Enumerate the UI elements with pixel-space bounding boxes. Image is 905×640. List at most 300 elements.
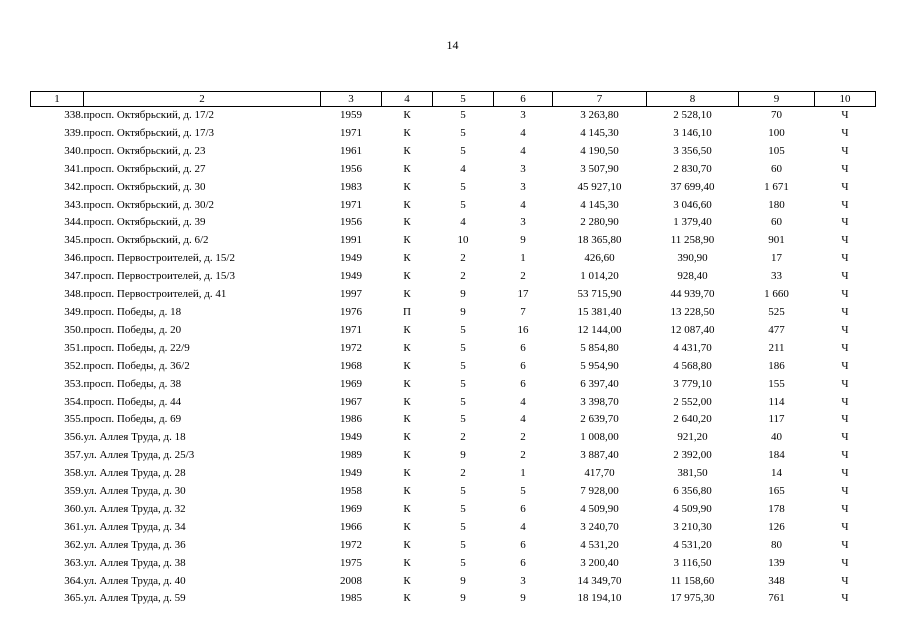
column-header-4: 4 (382, 92, 433, 107)
table-cell-col-5: 5 (460, 538, 466, 551)
table-cell-col-4: К (403, 538, 411, 551)
table-cell-col-1: 360. (64, 502, 84, 515)
table-cell-col-1: 343. (64, 198, 84, 211)
table-cell-col-2: просп. Октябрьский, д. 30 (83, 180, 206, 193)
table-cell-col-10: Ч (841, 216, 849, 229)
table-cell-col-7: 4 509,90 (580, 502, 619, 515)
table-header-row (31, 92, 876, 107)
table-cell-col-7: 417,70 (584, 467, 615, 480)
table-cell-col-4: К (403, 270, 411, 283)
table-cell-col-9: 211 (768, 341, 785, 354)
table-cell-col-8: 4 431,70 (673, 341, 712, 354)
table-row (31, 537, 876, 555)
table-cell-col-2: ул. Аллея Труда, д. 18 (83, 431, 186, 444)
table-cell-col-7: 7 928,00 (580, 485, 619, 498)
table-row (31, 304, 876, 322)
table-cell-col-10: Ч (841, 359, 849, 372)
table-cell-col-5: 9 (460, 305, 466, 318)
table-cell-col-4: К (403, 467, 411, 480)
table-cell-col-4: П (403, 305, 411, 318)
table-cell-col-6: 6 (520, 538, 526, 551)
table-cell-col-5: 2 (460, 270, 466, 283)
table-cell-col-10: Ч (841, 234, 849, 247)
table-cell-col-8: 6 356,80 (673, 485, 712, 498)
table-cell-col-1: 340. (64, 144, 84, 157)
table-cell-col-6: 2 (520, 449, 526, 462)
table-cell-col-2: просп. Первостроителей, д. 41 (83, 288, 227, 301)
table-cell-col-8: 2 392,00 (673, 449, 712, 462)
table-cell-col-6: 6 (520, 556, 526, 569)
table-row (31, 447, 876, 465)
table-cell-col-1: 350. (64, 323, 84, 336)
table-cell-col-10: Ч (841, 180, 849, 193)
table-cell-col-8: 2 640,20 (673, 413, 712, 426)
table-cell-col-1: 345. (64, 234, 84, 247)
table-cell-col-9: 761 (768, 592, 785, 605)
table-cell-col-8: 3 146,10 (673, 126, 712, 139)
table-cell-col-8: 2 830,70 (673, 162, 712, 175)
table-cell-col-4: К (403, 252, 411, 265)
table-cell-col-6: 2 (520, 270, 526, 283)
table-cell-col-6: 9 (520, 592, 526, 605)
table-cell-col-7: 2 639,70 (580, 413, 619, 426)
table-cell-col-10: Ч (841, 467, 849, 480)
table-cell-col-8: 381,50 (677, 467, 708, 480)
table-cell-col-4: К (403, 502, 411, 515)
table-cell-col-10: Ч (841, 270, 849, 283)
table-cell-col-10: Ч (841, 109, 849, 121)
table-cell-col-10: Ч (841, 288, 849, 301)
table-cell-col-8: 921,20 (677, 431, 708, 444)
table-cell-col-9: 1 660 (764, 288, 789, 301)
table-cell-col-3: 1983 (340, 180, 362, 193)
table-cell-col-3: 1971 (340, 323, 362, 336)
table-cell-col-8: 17 975,30 (670, 592, 715, 605)
table-cell-col-10: Ч (841, 162, 849, 175)
table-cell-col-5: 2 (460, 252, 466, 265)
table-cell-col-4: К (403, 377, 411, 390)
table-cell-col-2: просп. Победы, д. 36/2 (83, 359, 190, 372)
table-cell-col-5: 5 (460, 413, 466, 426)
table-cell-col-9: 126 (768, 520, 785, 533)
table-cell-col-1: 344. (64, 216, 84, 229)
table-cell-col-2: ул. Аллея Труда, д. 25/3 (83, 449, 195, 462)
table-cell-col-7: 5 854,80 (580, 341, 619, 354)
table-cell-col-6: 3 (520, 162, 526, 175)
table-cell-col-5: 10 (457, 234, 469, 247)
table-cell-col-10: Ч (841, 377, 849, 390)
table-cell-col-5: 5 (460, 109, 466, 121)
table-cell-col-10: Ч (841, 538, 849, 551)
table-cell-col-7: 53 715,90 (577, 288, 622, 301)
table-cell-col-6: 4 (520, 520, 526, 533)
table-row (31, 358, 876, 376)
table-cell-col-4: К (403, 413, 411, 426)
table-cell-col-1: 341. (64, 162, 84, 175)
table-cell-col-2: ул. Аллея Труда, д. 36 (83, 538, 186, 551)
table-row (31, 465, 876, 483)
table-cell-col-3: 1997 (340, 288, 362, 301)
table-cell-col-8: 928,40 (677, 270, 708, 283)
table-cell-col-7: 3 398,70 (580, 395, 619, 408)
table-cell-col-8: 3 046,60 (673, 198, 712, 211)
table-cell-col-7: 4 145,30 (580, 126, 619, 139)
table-cell-col-10: Ч (841, 449, 849, 462)
table-cell-col-7: 45 927,10 (577, 180, 622, 193)
table-cell-col-6: 4 (520, 144, 526, 157)
column-header-5: 5 (433, 92, 494, 107)
table-cell-col-5: 5 (460, 323, 466, 336)
table-cell-col-8: 11 158,60 (670, 574, 715, 587)
table-cell-col-5: 5 (460, 502, 466, 515)
table-cell-col-2: просп. Победы, д. 22/9 (83, 341, 190, 354)
table-row (31, 429, 876, 447)
table-cell-col-4: К (403, 144, 411, 157)
table-cell-col-9: 525 (768, 305, 785, 318)
table-cell-col-8: 390,90 (677, 252, 708, 265)
table-row (31, 286, 876, 304)
table-cell-col-2: просп. Октябрьский, д. 27 (83, 162, 206, 175)
table-cell-col-6: 3 (520, 574, 526, 587)
table-cell-col-7: 6 397,40 (580, 377, 619, 390)
table-cell-col-1: 346. (64, 252, 84, 265)
table-cell-col-2: ул. Аллея Труда, д. 30 (83, 485, 186, 498)
table-cell-col-4: К (403, 341, 411, 354)
table-cell-col-2: просп. Октябрьский, д. 17/2 (83, 109, 215, 121)
table-cell-col-9: 33 (771, 270, 782, 283)
table-cell-col-1: 356. (64, 431, 84, 444)
table-row (31, 573, 876, 591)
table-cell-col-8: 37 699,40 (670, 180, 715, 193)
table-cell-col-2: просп. Октябрьский, д. 30/2 (83, 198, 215, 211)
table-cell-col-6: 4 (520, 395, 526, 408)
table-cell-col-1: 357. (64, 449, 84, 462)
column-header-3: 3 (321, 92, 382, 107)
table-cell-col-3: 1968 (340, 359, 362, 372)
table-cell-col-7: 4 531,20 (580, 538, 619, 551)
table-cell-col-1: 339. (64, 126, 84, 139)
table-cell-col-3: 1956 (340, 162, 362, 175)
table-cell-col-3: 1958 (340, 485, 362, 498)
table-cell-col-4: К (403, 126, 411, 139)
table-cell-col-3: 1949 (340, 252, 362, 265)
table-cell-col-7: 3 200,40 (580, 556, 619, 569)
table-cell-col-10: Ч (841, 144, 849, 157)
table-cell-col-3: 1972 (340, 341, 362, 354)
table-cell-col-8: 13 228,50 (670, 305, 715, 318)
table-cell-col-1: 353. (64, 377, 84, 390)
table-cell-col-4: К (403, 234, 411, 247)
table-cell-col-3: 1969 (340, 377, 362, 390)
table-cell-col-9: 100 (768, 126, 785, 139)
table-row (31, 179, 876, 197)
table-row (31, 519, 876, 537)
table-cell-col-1: 362. (64, 538, 84, 551)
page-number: 14 (446, 38, 459, 52)
table-cell-col-3: 1971 (340, 198, 362, 211)
table-cell-col-1: 365. (64, 592, 84, 605)
table-row (31, 411, 876, 429)
table-cell-col-6: 6 (520, 359, 526, 372)
table-cell-col-4: К (403, 180, 411, 193)
table-row (31, 161, 876, 179)
table-cell-col-9: 60 (771, 162, 782, 175)
table-cell-col-7: 18 194,10 (577, 592, 622, 605)
table-cell-col-10: Ч (841, 592, 849, 605)
table-cell-col-2: просп. Октябрьский, д. 39 (83, 216, 206, 229)
table-cell-col-10: Ч (841, 341, 849, 354)
table-cell-col-6: 17 (517, 288, 529, 301)
table-cell-col-3: 1985 (340, 592, 362, 605)
table-cell-col-7: 5 954,90 (580, 359, 619, 372)
table-cell-col-3: 1969 (340, 502, 362, 515)
table-cell-col-9: 17 (771, 252, 782, 265)
table-cell-col-9: 40 (771, 431, 782, 444)
table-cell-col-6: 5 (520, 485, 526, 498)
table-cell-col-9: 184 (768, 449, 785, 462)
table-cell-col-1: 354. (64, 395, 84, 408)
table-cell-col-6: 6 (520, 502, 526, 515)
table-row (31, 125, 876, 143)
housing-registry-table (30, 91, 876, 608)
table-cell-col-1: 355. (64, 413, 84, 426)
table-cell-col-3: 1989 (340, 449, 362, 462)
table-cell-col-3: 1976 (340, 305, 362, 318)
table-cell-col-9: 348 (768, 574, 785, 587)
table-cell-col-4: К (403, 162, 411, 175)
table-cell-col-7: 426,60 (584, 252, 615, 265)
table-cell-col-4: К (403, 520, 411, 533)
table-cell-col-7: 3 240,70 (580, 520, 619, 533)
table-cell-col-2: просп. Октябрьский, д. 17/3 (83, 126, 215, 139)
table-cell-col-6: 4 (520, 198, 526, 211)
table-cell-col-5: 5 (460, 556, 466, 569)
table-cell-col-7: 3 887,40 (580, 449, 619, 462)
table-cell-col-6: 16 (517, 323, 529, 336)
table-row (31, 268, 876, 286)
table-row (31, 501, 876, 519)
table-cell-col-6: 6 (520, 377, 526, 390)
table-cell-col-5: 9 (460, 592, 466, 605)
table-cell-col-6: 2 (520, 431, 526, 444)
table-cell-col-10: Ч (841, 305, 849, 318)
table-cell-col-1: 351. (64, 341, 84, 354)
table-cell-col-2: просп. Победы, д. 18 (83, 305, 182, 318)
table-cell-col-2: ул. Аллея Труда, д. 34 (83, 520, 186, 533)
table-cell-col-5: 5 (460, 520, 466, 533)
column-header-6: 6 (494, 92, 553, 107)
table-cell-col-6: 1 (520, 467, 526, 480)
table-cell-col-8: 4 531,20 (673, 538, 712, 551)
table-cell-col-8: 44 939,70 (670, 288, 715, 301)
table-cell-col-1: 352. (64, 359, 84, 372)
table-cell-col-10: Ч (841, 485, 849, 498)
table-body (31, 107, 876, 609)
table-cell-col-7: 3 263,80 (580, 109, 619, 121)
table-cell-col-8: 1 379,40 (673, 216, 712, 229)
table-cell-col-5: 4 (460, 162, 466, 175)
table-cell-col-8: 11 258,90 (670, 234, 715, 247)
table-cell-col-7: 14 349,70 (577, 574, 622, 587)
table-row (31, 394, 876, 412)
table-cell-col-10: Ч (841, 126, 849, 139)
table-cell-col-10: Ч (841, 574, 849, 587)
table-cell-col-1: 364. (64, 574, 84, 587)
table-cell-col-8: 4 568,80 (673, 359, 712, 372)
table-cell-col-5: 9 (460, 449, 466, 462)
column-header-9: 9 (739, 92, 815, 107)
table-cell-col-5: 5 (460, 485, 466, 498)
table-cell-col-9: 180 (768, 198, 785, 211)
table-cell-col-5: 2 (460, 467, 466, 480)
table-cell-col-9: 901 (768, 234, 785, 247)
table-cell-col-2: просп. Октябрьский, д. 23 (83, 144, 206, 157)
table-cell-col-7: 4 145,30 (580, 198, 619, 211)
table-cell-col-2: ул. Аллея Труда, д. 40 (83, 574, 186, 587)
table-cell-col-10: Ч (841, 520, 849, 533)
table-cell-col-3: 1967 (340, 395, 362, 408)
table-cell-col-9: 114 (768, 395, 785, 408)
table-cell-col-3: 1975 (340, 556, 362, 569)
table-cell-col-5: 9 (460, 574, 466, 587)
table-cell-col-6: 6 (520, 341, 526, 354)
table-row (31, 197, 876, 215)
table-cell-col-1: 342. (64, 180, 84, 193)
table-cell-col-6: 3 (520, 109, 526, 121)
table-cell-col-8: 3 779,10 (673, 377, 712, 390)
table-row (31, 483, 876, 501)
table-cell-col-7: 1 014,20 (580, 270, 619, 283)
table-cell-col-9: 14 (771, 467, 782, 480)
table-cell-col-3: 1966 (340, 520, 362, 533)
table-cell-col-2: ул. Аллея Труда, д. 28 (83, 467, 186, 480)
table-cell-col-1: 338. (64, 109, 84, 121)
table-cell-col-3: 1972 (340, 538, 362, 551)
table-cell-col-6: 4 (520, 413, 526, 426)
table-cell-col-10: Ч (841, 323, 849, 336)
table-cell-col-8: 4 509,90 (673, 502, 712, 515)
table-cell-col-4: К (403, 395, 411, 408)
table-cell-col-9: 117 (768, 413, 785, 426)
table-row (31, 376, 876, 394)
column-header-8: 8 (647, 92, 739, 107)
table-cell-col-5: 5 (460, 198, 466, 211)
table-cell-col-4: К (403, 431, 411, 444)
table-cell-col-7: 1 008,00 (580, 431, 619, 444)
table-cell-col-3: 1959 (340, 109, 362, 121)
table-cell-col-3: 1991 (340, 234, 362, 247)
table-cell-col-9: 105 (768, 144, 785, 157)
table-cell-col-4: К (403, 216, 411, 229)
table-row (31, 107, 876, 125)
table-cell-col-6: 3 (520, 180, 526, 193)
table-cell-col-10: Ч (841, 502, 849, 515)
table-cell-col-8: 3 210,30 (673, 520, 712, 533)
table-cell-col-5: 5 (460, 180, 466, 193)
column-header-2: 2 (84, 92, 321, 107)
table-cell-col-10: Ч (841, 395, 849, 408)
table-row (31, 214, 876, 232)
table-cell-col-8: 2 528,10 (673, 109, 712, 121)
table-cell-col-4: К (403, 198, 411, 211)
table-cell-col-4: К (403, 449, 411, 462)
table-cell-col-7: 2 280,90 (580, 216, 619, 229)
column-header-7: 7 (553, 92, 647, 107)
table-row (31, 340, 876, 358)
table-cell-col-4: К (403, 323, 411, 336)
table-cell-col-6: 9 (520, 234, 526, 247)
table-cell-col-6: 1 (520, 252, 526, 265)
table-cell-col-7: 15 381,40 (577, 305, 622, 318)
table-cell-col-1: 349. (64, 305, 84, 318)
table-row (31, 143, 876, 161)
table-cell-col-9: 155 (768, 377, 785, 390)
table-cell-col-3: 1956 (340, 216, 362, 229)
table-row (31, 555, 876, 573)
table-cell-col-2: просп. Победы, д. 69 (83, 413, 182, 426)
table-cell-col-4: К (403, 592, 411, 605)
table-cell-col-1: 348. (64, 288, 84, 301)
table-cell-col-9: 139 (768, 556, 785, 569)
table-cell-col-1: 363. (64, 556, 84, 569)
table-cell-col-5: 4 (460, 216, 466, 229)
table-cell-col-5: 9 (460, 288, 466, 301)
table-cell-col-4: К (403, 556, 411, 569)
table-cell-col-4: К (403, 485, 411, 498)
table-cell-col-2: просп. Победы, д. 20 (83, 323, 182, 336)
table-cell-col-10: Ч (841, 431, 849, 444)
table-cell-col-8: 2 552,00 (673, 395, 712, 408)
table-cell-col-10: Ч (841, 252, 849, 265)
table-cell-col-6: 7 (520, 305, 526, 318)
table-cell-col-2: просп. Победы, д. 44 (83, 395, 182, 408)
table-cell-col-5: 5 (460, 126, 466, 139)
table-cell-col-9: 477 (768, 323, 785, 336)
table-cell-col-9: 178 (768, 502, 785, 515)
table-cell-col-3: 1949 (340, 431, 362, 444)
table-cell-col-2: просп. Победы, д. 38 (83, 377, 182, 390)
table-cell-col-2: просп. Октябрьский, д. 6/2 (83, 234, 209, 247)
table-cell-col-4: К (403, 288, 411, 301)
table-cell-col-1: 347. (64, 270, 84, 283)
table-cell-col-5: 5 (460, 341, 466, 354)
table-cell-col-3: 2008 (340, 574, 362, 587)
table-cell-col-8: 12 087,40 (670, 323, 715, 336)
table-cell-col-6: 4 (520, 126, 526, 139)
table-cell-col-3: 1961 (340, 144, 362, 157)
column-header-1: 1 (31, 92, 84, 107)
table-cell-col-7: 12 144,00 (577, 323, 622, 336)
table-cell-col-5: 5 (460, 359, 466, 372)
table-cell-col-1: 359. (64, 485, 84, 498)
table-row (31, 590, 876, 608)
table-cell-col-4: К (403, 109, 411, 121)
table-cell-col-7: 18 365,80 (577, 234, 622, 247)
table-cell-col-4: К (403, 574, 411, 587)
table-cell-col-9: 80 (771, 538, 782, 551)
table-cell-col-7: 4 190,50 (580, 144, 619, 157)
table-cell-col-9: 1 671 (764, 180, 789, 193)
table-cell-col-3: 1949 (340, 270, 362, 283)
table-cell-col-3: 1986 (340, 413, 362, 426)
table-row (31, 232, 876, 250)
table-cell-col-2: просп. Первостроителей, д. 15/2 (83, 252, 235, 265)
table-cell-col-4: К (403, 359, 411, 372)
table-cell-col-7: 3 507,90 (580, 162, 619, 175)
table-cell-col-2: ул. Аллея Труда, д. 38 (83, 556, 186, 569)
table-cell-col-8: 3 116,50 (673, 556, 712, 569)
table-cell-col-10: Ч (841, 413, 849, 426)
